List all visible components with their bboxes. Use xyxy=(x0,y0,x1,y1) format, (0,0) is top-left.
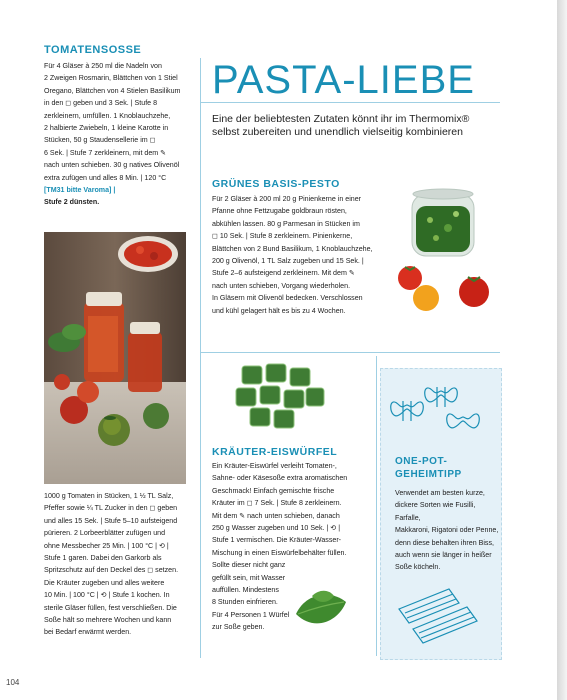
text-line: 10 Min. | 100 °C | ⟲ | Stufe 1 kochen. In xyxy=(44,591,170,600)
text-line: Spritzschutz auf den Deckel des ◻ setzen. xyxy=(44,566,179,575)
text-line: Geschmack! Einfach gemischte frische xyxy=(212,486,335,495)
text-line: Soße hält so mehrere Wochen und kann xyxy=(44,616,172,625)
text-line: 200 g Olivenöl, 1 TL Salz zugeben und 15 Sek. | xyxy=(212,257,364,266)
page-number: 104 xyxy=(6,678,20,687)
eiswuerfel-heading: KRÄUTER-EISWÜRFEL xyxy=(212,446,338,458)
text-line: Verwendet am besten kurze, xyxy=(395,489,485,497)
column-divider xyxy=(200,58,201,658)
text-line: und alles 15 Sek. | Stufe 5–10 aufsteigend xyxy=(44,516,178,525)
text-line: nach unten schieben, Vorgang wiederholen. xyxy=(212,281,351,290)
text-line: In Gläsern mit Olivenöl bedecken. Verschlossen xyxy=(212,294,363,303)
text-line: Soße köcheln. xyxy=(395,563,441,572)
text-line: gefüllt sein, mit Wasser xyxy=(212,573,286,582)
text-line: auch wenn sie länger in heißer xyxy=(395,551,492,560)
tomatensosse-text xyxy=(44,60,194,209)
column-divider-right xyxy=(376,356,377,656)
text-line: 6 Sek. | Stufe 7 zerkleinern, mit dem ✎ xyxy=(44,148,167,157)
tip-heading-line: ONE-POT- xyxy=(395,456,448,467)
text-line: Mit dem ✎ nach unten schieben, danach xyxy=(212,511,340,520)
text-line: Blättchen von 2 Bund Basilikum, 1 Knoblauchzehe, xyxy=(212,244,373,253)
text-line: Mischung in einen Eiswürfelbehälter füllen. xyxy=(212,548,347,557)
text-line: Stücken, 50 g Staudensellerie im ◻ xyxy=(44,136,156,145)
title-rule xyxy=(200,102,500,103)
text-line: 250 g Wasser zugeben und 10 Sek. | ⟲ | xyxy=(212,524,341,533)
text-line: ohne Messbecher 25 Min. | 100 °C | ⟲ | xyxy=(44,541,169,550)
text-line: Makkaroni, Rigatoni oder Penne, xyxy=(395,526,499,535)
page-spine-shadow xyxy=(557,0,567,700)
text-line: 8 Stunden einfrieren. xyxy=(212,598,278,607)
text-line: auffüllen. Mindestens xyxy=(212,586,279,595)
text-line: Pfeffer sowie ¼ TL Zucker in den ◻ geben xyxy=(44,504,178,513)
text-line: Oregano, Blättchen von 4 Stielen Basilikum xyxy=(44,86,181,95)
text-line: Stufe 1 garen. Dabei den Garkorb als xyxy=(44,554,162,563)
text-line: Die Kräuter zugeben und alles weitere xyxy=(44,578,165,587)
tomatensosse-heading: TOMATENSOSSE xyxy=(44,44,142,56)
section-rule xyxy=(200,352,500,353)
text-line: Stufe 1 vermischen. Die Kräuter-Wasser- xyxy=(212,536,342,545)
tomato-sauce-photo xyxy=(44,232,186,484)
text-line: Für 2 Gläser à 200 ml 20 g Pinienkerne in einer xyxy=(212,195,362,203)
text-line: zur Soße geben. xyxy=(212,623,265,632)
tip-text xyxy=(395,487,499,574)
tip-heading-line: GEHEIMTIPP xyxy=(395,469,462,480)
text-line: Stufe 2 dünsten. xyxy=(44,198,100,207)
basil-leaf-photo xyxy=(292,588,350,634)
farfalle-illustration xyxy=(381,375,501,455)
text-line: denn diese behalten ihren Biss, xyxy=(395,538,494,547)
text-line: abkühlen lassen. 80 g Parmesan in Stücken im xyxy=(212,219,360,228)
text-line: 2 Zweigen Rosmarin, Blättchen von 1 Stiel xyxy=(44,74,178,83)
text-line: Kräuter im ◻ 7 Sek. | Stufe 8 zerkleinern. xyxy=(212,499,342,508)
text-line: Stufe 2–6 aufsteigend zerkleinern. Mit dem ✎ xyxy=(212,269,355,278)
intro-line: selbst zubereiten und unendlich vielseitig kombinieren xyxy=(212,126,463,138)
penne-illustration xyxy=(389,579,489,649)
text-line: Ein Kräuter-Eiswürfel verleiht Tomaten-, xyxy=(212,462,337,470)
text-line: Sahne- oder Käsesoße extra aromatischen xyxy=(212,474,348,483)
text-line: bei Bedarf erwärmt werden. xyxy=(44,628,132,637)
intro-line: Eine der beliebtesten Zutaten könnt ihr im Thermomix® xyxy=(212,113,470,125)
pesto-text xyxy=(212,193,387,317)
text-line: und kühl gelagert hält es bis zu 4 Wochen. xyxy=(212,306,346,315)
pesto-heading: GRÜNES BASIS-PESTO xyxy=(212,178,340,190)
text-line-highlight: [TM31 bitte Varoma] | xyxy=(44,186,116,195)
ice-cubes-photo xyxy=(230,360,330,432)
text-line: nach unten schieben. 30 g natives Olivenöl xyxy=(44,161,180,170)
one-pot-tip-box xyxy=(380,368,502,660)
tomatensosse-text-continued xyxy=(44,490,196,639)
text-line: pürieren. 2 Lorbeerblätter zufügen und xyxy=(44,529,166,538)
text-line: Für 4 Personen 1 Würfel xyxy=(212,610,290,619)
text-line: in den ◻ geben und 3 Sek. | Stufe 8 xyxy=(44,99,158,108)
text-line: zerkleinern, umfüllen. 1 Knoblauchzehe, xyxy=(44,111,171,120)
text-line: 2 halbierte Zwiebeln, 1 kleine Karotte in xyxy=(44,124,169,133)
tip-heading xyxy=(395,455,462,481)
text-line: Pfanne ohne Fettzugabe goldbraun rösten, xyxy=(212,207,347,216)
text-line: 1000 g Tomaten in Stücken, 1 ½ TL Salz, xyxy=(44,492,174,500)
text-line: dickere Sorten wie Fusilli, Farfalle, xyxy=(395,501,476,522)
text-line: ◻ 10 Sek. | Stufe 8 zerkleinern. Pinienkerne, xyxy=(212,232,353,241)
text-line: Sollte dieser nicht ganz xyxy=(212,561,286,570)
text-line: extra zufügen und alles 8 Min. | 120 °C xyxy=(44,173,167,182)
text-line: sterile Gläser füllen, fest verschließen. Die xyxy=(44,603,177,612)
intro-text xyxy=(212,113,469,139)
page-title: PASTA-LIEBE xyxy=(212,58,475,102)
text-line: Für 4 Gläser à 250 ml die Nadeln von xyxy=(44,62,162,70)
pesto-jar-photo xyxy=(390,180,500,325)
